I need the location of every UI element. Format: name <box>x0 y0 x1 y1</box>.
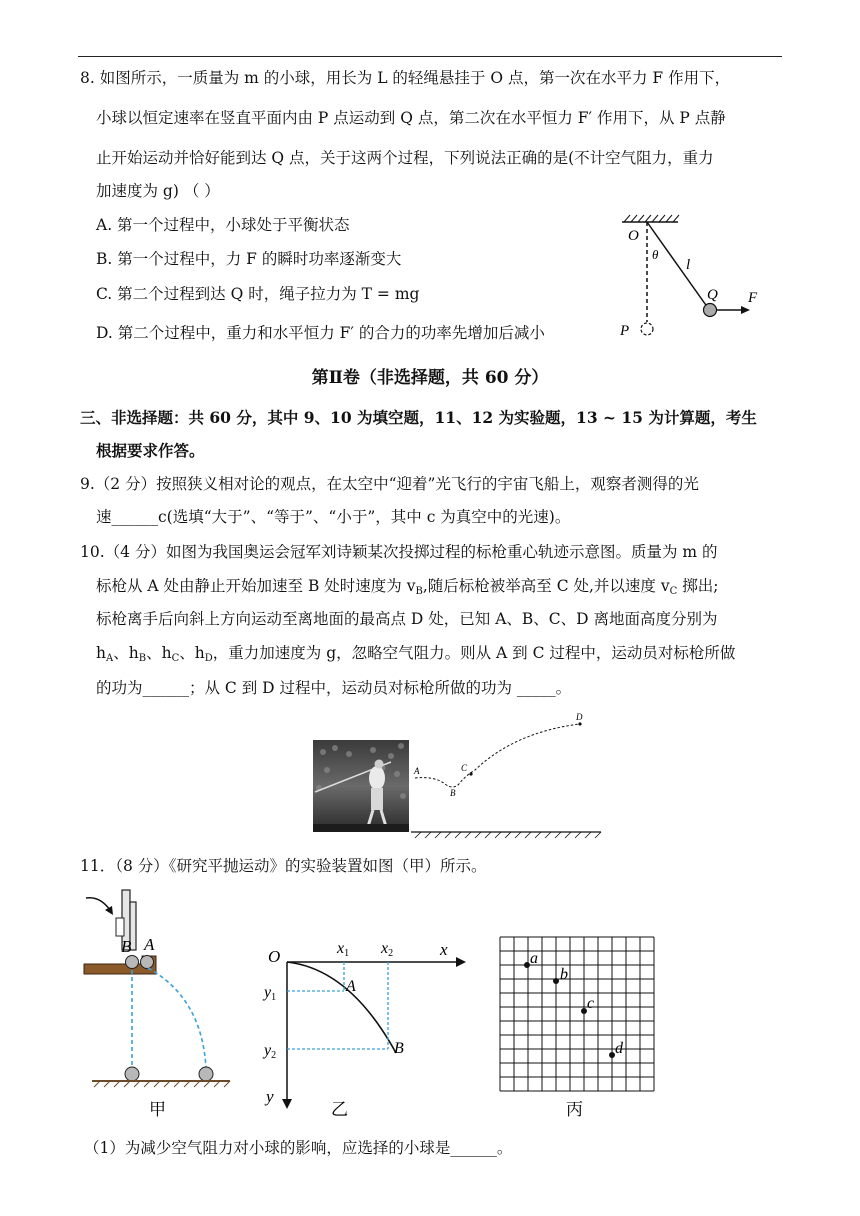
q10-line5: 的功为______；从 C 到 D 过程中，运动员对标枪所做的功为 _____。 <box>96 679 572 697</box>
q8-option-c: C. 第二个过程到达 Q 时，绳子拉力为 T = mg <box>96 285 420 303</box>
label-point-a: a <box>530 950 538 967</box>
q8-option-b: B. 第一个过程中，力 F 的瞬时功率逐渐变大 <box>96 250 402 268</box>
label-point-b: B <box>394 1040 404 1057</box>
svg-text:x2: x2 <box>381 940 394 959</box>
q10-line2: 标枪从 A 处由静止开始加速至 B 处时速度为 $v_B$,随后标枪被举高至 C 处,并以速度 $v_C$ 掷出; <box>96 577 719 597</box>
label-c: C <box>461 763 468 773</box>
q8-option-d: D. 第二个过程中，重力和水平恒力 F′ 的合力的功率先增加后减小 <box>96 324 545 342</box>
label-p: P <box>620 323 630 339</box>
figure-bing-grid <box>498 935 658 1125</box>
q8-line2: 小球以恒定速率在竖直平面内由 P 点运动到 Q 点，第二次在水平恒力 F′ 作用下，从 P 点静 <box>96 109 726 127</box>
figure-jia-apparatus <box>80 888 240 1123</box>
q11-sub1: （1）为减少空气阻力对小球的影响，应选择的小球是______。 <box>84 1139 513 1157</box>
q8-line3: 止开始运动并恰好能到达 Q 点，关于这两个过程，下列说法正确的是(不计空气阻力，重力 <box>96 149 714 167</box>
label-a: A <box>414 766 420 776</box>
caption-jia: 甲 <box>149 1100 166 1120</box>
pendulum-string <box>647 222 708 308</box>
q8-line4: 加速度为 g) （ ） <box>96 182 220 200</box>
header-rule <box>78 56 782 57</box>
figure-yi-coordinate-diagram <box>260 935 475 1125</box>
label-point-a: A <box>346 978 356 995</box>
label-q: Q <box>707 287 718 303</box>
label-theta: θ <box>652 247 659 262</box>
label-point-d: d <box>615 1040 623 1057</box>
q9-line1: 9.（2 分）按照狭义相对论的观点，在太空中“迎着”光飞行的宇宙飞船上，观察者测得的光 <box>80 475 699 493</box>
label-f: F <box>748 290 758 306</box>
caption-bing: 丙 <box>566 1100 583 1120</box>
javelin-trajectory <box>405 712 605 842</box>
caption-yi: 乙 <box>331 1100 348 1120</box>
label-o: O <box>268 947 281 966</box>
q10-line3: 标枪离手后向斜上方向运动至离地面的最高点 D 处，已知 A、B、C、D 离地面高度分别为 <box>96 610 718 628</box>
label-point-c: c <box>587 995 595 1012</box>
label-y: y <box>266 1087 274 1106</box>
q9-line2: 速______c(选填“大于”、“等于”、“小于”，其中 c 为真空中的光速)。 <box>96 508 571 526</box>
label-d: D <box>576 712 583 722</box>
label-point-b: b <box>560 966 568 983</box>
javelin-athlete-photo <box>313 740 409 832</box>
label-a: A <box>144 935 155 954</box>
label-o: O <box>628 228 639 244</box>
q8-line1: 8. 如图所示，一质量为 m 的小球，用长为 L 的轻绳悬挂于 O 点，第一次在水平力 F 作用下， <box>80 69 731 87</box>
label-b: B <box>450 788 456 798</box>
svg-text:y2: y2 <box>264 1042 277 1061</box>
pendulum-ball-q <box>704 304 717 317</box>
pendulum-ball-p <box>641 323 653 335</box>
svg-text:y1: y1 <box>264 984 277 1003</box>
ball-a <box>141 956 154 969</box>
label-b: B <box>121 937 132 956</box>
q10-line4: $h_A$、$h_B$、$h_C$、$h_D$，重力加速度为 g，忽略空气阻力。则从 A 到 C 过程中，运动员对标枪所做 <box>96 644 736 664</box>
q10-line1: 10.（4 分）如图为我国奥运会冠军刘诗颖某次投掷过程的标枪重心轨迹示意图。质量为 m 的 <box>80 543 718 561</box>
svg-text:x1: x1 <box>337 940 350 959</box>
q8-option-a: A. 第一个过程中，小球处于平衡状态 <box>96 216 350 234</box>
pendulum-figure <box>600 210 780 345</box>
label-x: x <box>440 940 448 959</box>
section-3-intro-line1: 三、非选择题：共 60 分，其中 9、10 为填空题，11、12 为实验题，13 ~ 15 为计算题，考生 <box>80 408 757 427</box>
label-l: l <box>686 257 691 273</box>
section-2-title: 第Ⅱ卷（非选择题，共 60 分） <box>311 368 549 388</box>
section-3-intro-line2: 根据要求作答。 <box>96 441 205 460</box>
q11-line1: 11．（8 分）《研究平抛运动》的实验装置如图（甲）所示。 <box>80 857 487 875</box>
ball-b <box>126 956 139 969</box>
